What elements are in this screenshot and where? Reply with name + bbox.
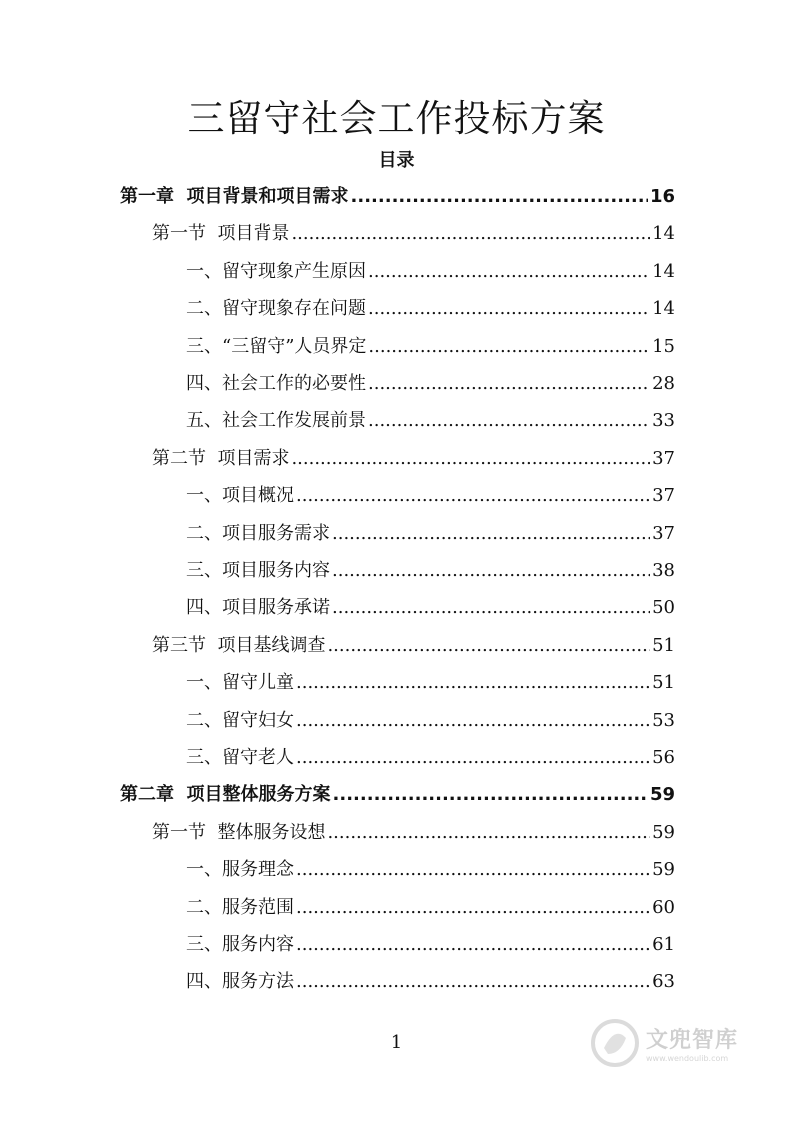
toc-entry-label: 一、服务理念 <box>186 859 294 881</box>
toc-leader-dots <box>368 261 650 282</box>
toc-entry-label: 四、项目服务承诺 <box>186 597 330 619</box>
toc-entry[interactable] <box>186 406 675 432</box>
toc-entry[interactable] <box>186 556 675 582</box>
toc-entry-page: 37 <box>652 447 675 469</box>
toc-entry-page: 61 <box>652 934 675 955</box>
page-number: 1 <box>390 1032 403 1053</box>
toc-entry-page: 14 <box>652 260 675 282</box>
toc-entry[interactable] <box>186 855 675 881</box>
toc-entry[interactable] <box>186 743 675 769</box>
toc-entry-label: 三、留守老人 <box>186 747 294 768</box>
toc-leader-dots <box>291 223 650 244</box>
toc-leader-dots <box>332 523 650 544</box>
toc-leader-dots <box>368 298 650 319</box>
toc-entry-label: 第二节 项目需求 <box>152 447 290 469</box>
toc-leader-dots <box>296 859 650 880</box>
toc-entry-page: 50 <box>652 597 675 619</box>
toc-entry-label: 第一节 项目背景 <box>152 223 290 245</box>
toc-entry-page: 14 <box>652 298 675 320</box>
toc-entry[interactable] <box>186 332 675 358</box>
toc-entry[interactable] <box>186 369 675 395</box>
toc-entry-label: 一、留守儿童 <box>186 672 294 694</box>
toc-entry-page: 60 <box>652 896 675 918</box>
toc-leader-dots <box>368 373 650 394</box>
toc-entry-page: 37 <box>652 522 675 544</box>
watermark-name: 文兜智库 <box>646 1028 739 1053</box>
toc-entry[interactable] <box>186 893 675 919</box>
toc-leader-dots <box>296 971 650 992</box>
toc-entry-label: 五、社会工作发展前景 <box>186 410 366 432</box>
toc-entry[interactable] <box>152 631 675 657</box>
toc-leader-dots <box>332 597 650 618</box>
toc-entry-label: 三、项目服务内容 <box>186 560 330 581</box>
watermark <box>590 1018 738 1068</box>
toc-entry[interactable] <box>186 257 675 283</box>
toc-leader-dots <box>296 672 650 693</box>
toc-entry-page: 15 <box>652 335 675 357</box>
toc-entry-page: 56 <box>652 747 675 768</box>
toc-entry-label: 三、“三留守”人员界定 <box>186 335 367 357</box>
toc-entry[interactable] <box>186 967 675 993</box>
document-title: 三留守社会工作投标方案 <box>187 97 606 140</box>
toc-entry-page: 63 <box>652 971 675 993</box>
toc-leader-dots <box>296 934 650 955</box>
toc-leader-dots <box>327 635 650 656</box>
toc-entry-page: 59 <box>649 784 675 806</box>
toc-entry-label: 第一章 项目背景和项目需求 <box>120 186 349 207</box>
toc-entry-page: 53 <box>652 709 675 731</box>
toc-entry[interactable] <box>186 706 675 732</box>
toc-entry[interactable] <box>186 519 675 545</box>
toc-entry-label: 四、服务方法 <box>186 971 294 993</box>
toc-entry-page: 33 <box>652 410 675 432</box>
toc-entry-label: 第二章 项目整体服务方案 <box>120 784 331 806</box>
toc-entry-page: 38 <box>652 560 675 581</box>
toc-entry[interactable] <box>120 780 675 806</box>
toc-leader-dots <box>368 336 650 357</box>
toc-entry[interactable] <box>186 593 675 619</box>
toc-entry-page: 16 <box>649 186 675 207</box>
toc-entry[interactable] <box>152 444 675 470</box>
toc-entry-label: 第三节 项目基线调查 <box>152 634 326 656</box>
toc-leader-dots <box>368 410 650 431</box>
toc-entry-page: 37 <box>652 485 675 507</box>
toc-entry-page: 51 <box>652 634 675 656</box>
toc-entry[interactable] <box>152 219 675 245</box>
toc-entry-page: 14 <box>652 223 675 245</box>
toc-leader-dots <box>351 186 648 207</box>
toc-entry-page: 59 <box>652 859 675 881</box>
toc-entry-label: 一、项目概况 <box>186 485 294 507</box>
toc-entry-label: 二、服务范围 <box>186 896 294 918</box>
toc-entry[interactable] <box>120 182 675 208</box>
toc-heading: 目录 <box>378 150 415 171</box>
toc-entry[interactable] <box>186 668 675 694</box>
toc-entry-label: 二、留守妇女 <box>186 709 294 731</box>
toc-leader-dots <box>291 448 650 469</box>
toc-entry-page: 51 <box>652 672 675 694</box>
toc-leader-dots <box>332 560 650 581</box>
toc-entry[interactable] <box>186 481 675 507</box>
toc-entry-label: 二、留守现象存在问题 <box>186 298 366 320</box>
toc-entry-page: 59 <box>652 821 675 843</box>
toc-entry-label: 一、留守现象产生原因 <box>186 260 366 282</box>
toc-entry[interactable] <box>186 294 675 320</box>
toc-entry[interactable] <box>152 818 675 844</box>
toc-leader-dots <box>333 784 648 805</box>
toc-entry-label: 三、服务内容 <box>186 934 294 955</box>
toc-leader-dots <box>296 710 650 731</box>
toc-leader-dots <box>296 747 650 768</box>
watermark-logo-icon <box>590 1018 640 1068</box>
watermark-url: www.wendoulib.com <box>646 1054 729 1063</box>
toc-entry-label: 四、社会工作的必要性 <box>186 373 366 394</box>
toc-leader-dots <box>296 897 650 918</box>
toc-entry[interactable] <box>186 930 675 956</box>
toc-entry-label: 二、项目服务需求 <box>186 522 330 544</box>
toc-entry-page: 28 <box>652 373 675 394</box>
toc-leader-dots <box>296 485 650 506</box>
toc-leader-dots <box>327 822 650 843</box>
toc-entry-label: 第一节 整体服务设想 <box>152 821 326 843</box>
